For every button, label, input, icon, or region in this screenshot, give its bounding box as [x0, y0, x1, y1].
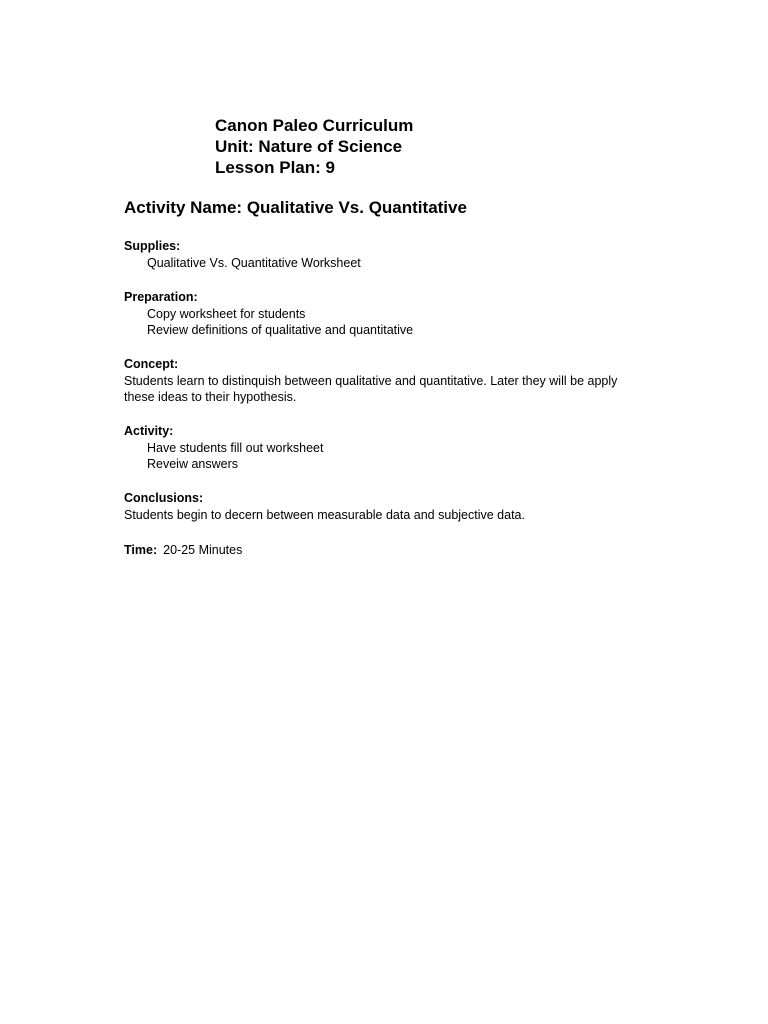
curriculum-title: Canon Paleo Curriculum [215, 116, 414, 135]
time-section [124, 542, 644, 559]
document-header [215, 115, 413, 178]
activity-section [124, 423, 644, 473]
preparation-section [124, 289, 644, 339]
concept-text: Students learn to distinquish between qualitative and quantitative. Later they will be apply these ideas to their hypothesis. [124, 373, 618, 404]
preparation-item: Review definitions of qualitative and quantitative [147, 323, 414, 337]
conclusions-heading: Conclusions: [124, 491, 204, 505]
supplies-item: Qualitative Vs. Quantitative Worksheet [147, 255, 361, 270]
concept-section [124, 356, 644, 406]
conclusions-section [124, 490, 644, 523]
activity-item: Have students fill out worksheet [147, 440, 324, 455]
activity-name-heading: Activity Name: Qualitative Vs. Quantitative [124, 198, 467, 217]
supplies-heading: Supplies: [124, 239, 181, 253]
concept-heading: Concept: [124, 357, 179, 371]
time-value: 20-25 Minutes [163, 543, 243, 557]
activity-heading: Activity: [124, 424, 174, 438]
supplies-section [124, 238, 644, 271]
activity-item: Reveiw answers [147, 457, 239, 471]
preparation-item: Copy worksheet for students [147, 306, 306, 321]
lesson-plan-title: Lesson Plan: 9 [215, 158, 335, 177]
conclusions-text: Students begin to decern between measurable data and subjective data. [124, 507, 525, 522]
time-heading: Time: [124, 543, 158, 557]
unit-title: Unit: Nature of Science [215, 137, 403, 156]
preparation-heading: Preparation: [124, 290, 198, 304]
